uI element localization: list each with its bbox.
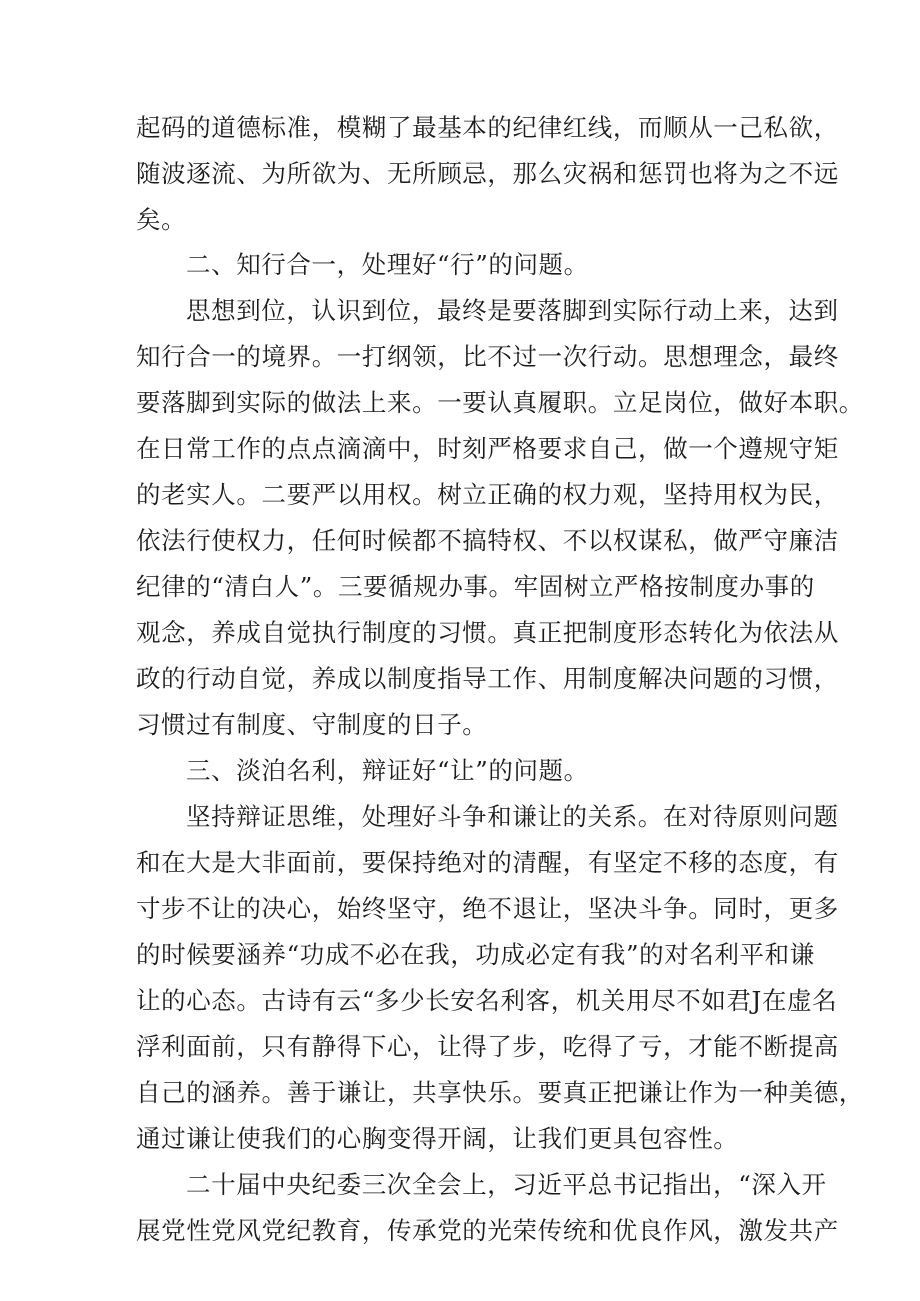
text-line: 要落脚到实际的做法上来。一要认真履职。立足岗位，做好本职。	[136, 388, 864, 417]
text-line: 随波逐流、为所欲为、无所顾忌，那么灾祸和惩罚也将为之不远	[136, 159, 839, 188]
text-line: 纪律的“清白人”。三要循规办事。牢固树立严格按制度办事的	[136, 572, 815, 601]
text-line: 观念，养成自觉执行制度的习惯。真正把制度形态转化为依法从	[136, 618, 839, 647]
text-line: 自己的涵养。善于谦让，共享快乐。要真正把谦让作为一种美德，	[136, 1078, 864, 1107]
text-line: 二十届中央纪委三次全会上，习近平总书记指出，“深入开	[186, 1170, 827, 1199]
text-line: 知行合一的境界。一打纲领，比不过一次行动。思想理念，最终	[136, 342, 839, 371]
text-line: 的老实人。二要严以用权。树立正确的权力观，坚持用权为民，	[136, 480, 839, 509]
text-line: 思想到位，认识到位，最终是要落脚到实际行动上来，达到	[186, 296, 839, 325]
text-line: 起码的道德标准，模糊了最基本的纪律红线，而顺从一己私欲，	[136, 113, 839, 142]
text-line: 和在大是大非面前，要保持绝对的清醒，有坚定不移的态度，有	[136, 848, 839, 877]
text-line: 依法行使权力，任何时候都不搞特权、不以权谋私，做严守廉洁	[136, 526, 839, 555]
section-heading: 二、知行合一，处理好“行”的问题。	[186, 250, 589, 279]
text-line: 让的心态。古诗有云“多少长安名利客，机关用尽不如君J在虚名	[136, 986, 838, 1015]
section-heading: 三、淡泊名利，辩证好“让”的问题。	[186, 756, 589, 785]
text-line: 矣。	[136, 205, 187, 234]
text-line: 浮利面前，只有静得下心，让得了步，吃得了亏，才能不断提高	[136, 1032, 839, 1061]
text-line: 政的行动自觉，养成以制度指导工作、用制度解决问题的习惯，	[136, 664, 839, 693]
text-line: 在日常工作的点点滴滴中，时刻严格要求自己，做一个遵规守矩	[136, 434, 839, 463]
text-line: 通过谦让使我们的心胸变得开阔，让我们更具包容性。	[136, 1124, 739, 1153]
text-line: 习惯过有制度、守制度的日子。	[136, 710, 488, 739]
text-line: 寸步不让的决心，始终坚守，绝不退让，坚决斗争。同时，更多	[136, 894, 839, 923]
text-line: 坚持辩证思维，处理好斗争和谦让的关系。在对待原则问题	[186, 802, 839, 831]
text-line: 的时候要涵养“功成不必在我，功成必定有我”的对名利平和谦	[136, 940, 815, 969]
text-line: 展党性党风党纪教育，传承党的光荣传统和优良作风，激发共产	[136, 1216, 839, 1245]
